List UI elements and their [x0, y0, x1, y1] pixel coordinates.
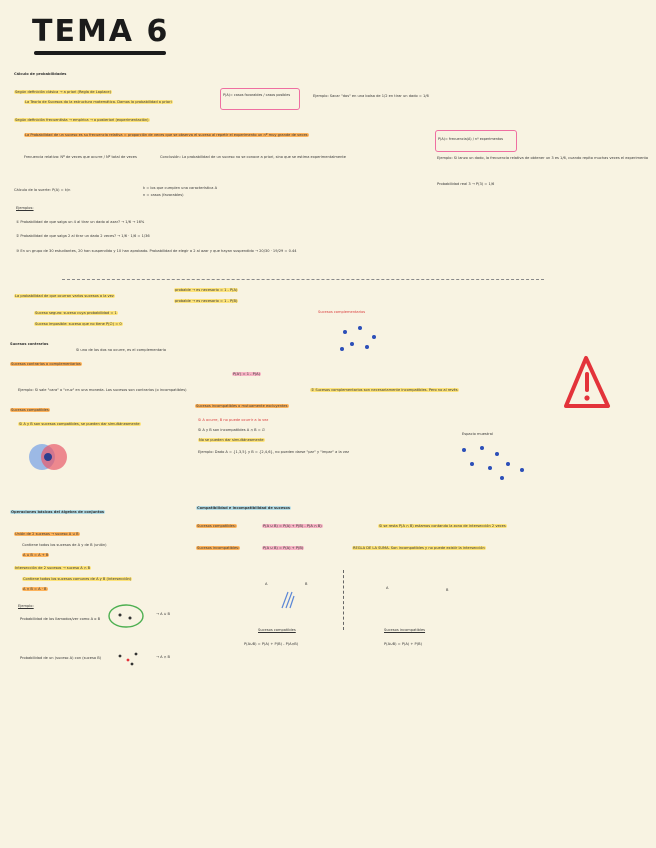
cloud-label: Espacio muestral [462, 432, 493, 436]
compatible-diagram [22, 437, 82, 477]
contrary-def: Sucesos contrarios o complementarios [11, 362, 81, 366]
inter-label: Intersección de 2 sucesos → suceso A ∩ B [15, 566, 91, 570]
contrary-note: Si uno de los dos no ocurre, es el complementario [76, 348, 167, 352]
impossible-label: Suceso imposible: suceso que no tiene P(∅) = 0 [35, 322, 122, 326]
contrary-example: Ejemplo: Si sale "cara" o "cruz" en una moneda. Los sucesos son contrarios (o incompatibles) [18, 388, 187, 392]
operations-heading: Operaciones básicas del álgebra de conjuntos [11, 510, 105, 514]
freq-formula: P(A)= frecuencia(A) / nº experimentos [438, 137, 504, 141]
laplace-formula-box [220, 88, 300, 110]
compat-formula: P(A ∪ B) = P(A) + P(B) - P(A ∩ B) [263, 524, 322, 528]
examples-heading: Ejemplos: [16, 206, 34, 210]
diag2-label-a: A [386, 586, 389, 590]
diag1-formula: P(A∪B) = P(A) + P(B) - P(A∩B) [244, 642, 299, 646]
freq-label: Según definición frecuentista → empírica → a posteriori (experimentación) [15, 118, 149, 122]
freq-note: La Probabilidad de un suceso es su frecuencia relativa = proporción de veces que se observa el suceso al repetir el experimento un nº muy grande de veces [25, 133, 308, 137]
prob-a: probable → es necesario = 1 - P(A) [175, 288, 238, 292]
example-3: ③ En un grupo de 30 estudiantes, 20 han suspendido y 10 han aprobado. Probabilidad de elegir a 2 al azar y que hayan suspendido → 20/30 · 19/29 = 0.44 [16, 249, 297, 253]
freq-example: Ejemplo: Si lanzo un dado, la frecuencia relativa de obtener un 3 es 1/6, cuando repito muchas veces el experimento [437, 156, 649, 160]
section-heading-calculo: Cálculo de probabilidades [14, 72, 67, 76]
laplace-note: La Teoría de Sucesos da la estructura matemática. Damos la probabilidad a priori [25, 100, 172, 104]
union-label: Unión de 2 sucesos → suceso A ∪ B [15, 532, 79, 536]
complement-label: Sucesos complementarios [318, 310, 366, 314]
contrary-formula: P(A') = 1 - P(A) [233, 372, 261, 376]
diag1-caption: Sucesos compatibles [258, 628, 296, 632]
diag2-caption: Sucesos incompatibles [384, 628, 426, 632]
example-2: ② Probabilidad de que salga 2 al tirar un dado 2 veces? → 1/6 · 1/6 = 1/36 [16, 234, 150, 238]
cases-note1: k = los que cumplen una característica A [143, 186, 218, 190]
diag1-label-b: B [305, 582, 308, 586]
laplace-example: Ejemplo: Sacar "dos" en una bolsa de 1/2 en tirar un dado = 1/6 [313, 94, 429, 98]
union-blob-icon [106, 602, 146, 630]
incompatible-1: Si A y B son incompatibles A ∩ B = ∅ [198, 428, 266, 432]
inter-formula: A ∩ B = A · B [23, 587, 47, 591]
compatibility-heading: Compatibilidad e incompatibilidad de sucesos [197, 506, 291, 510]
union-note: Contiene todos los sucesos de A y de B (unión) [22, 543, 107, 547]
incompatible-heading: Sucesos incompatibles o mutuamente excluyentes [196, 404, 288, 408]
ex-inter: Probabilidad de un (suceso A) con (suceso B) [20, 656, 102, 660]
freq-conclusion: Conclusión: La probabilidad de un suceso no se conoce a priori, sino que se estima experimentalmente [160, 155, 347, 159]
compatible-heading: Sucesos compatibles [11, 408, 49, 412]
freq-relative: Frecuencia relativa: Nº de veces que ocurre / Nº total de veces [24, 155, 137, 159]
title-underline [34, 51, 166, 55]
ops-examples-heading: Ejemplo: [18, 604, 34, 608]
section-divider [62, 279, 544, 280]
incompat-label: Sucesos incompatibles: [197, 546, 240, 550]
page-title: TEMA 6 [32, 14, 170, 49]
warning-note: ② Sucesos complementarios son necesariamente incompatibles. Pero no al revés [311, 388, 458, 392]
diag2-formula: P(A∪B) = P(A) + P(B) [384, 642, 422, 646]
inter-note: Contiene todos los sucesos comunes de A y B (intersección) [23, 577, 132, 581]
ex-inter-result: → A ∩ B [156, 655, 170, 659]
compatible-def: Si A y B son sucesos compatibles, se pueden dar simultáneamente [19, 422, 140, 426]
incompat-formula: P(A ∪ B) = P(A) + P(B) [263, 546, 304, 550]
warning-icon [560, 352, 612, 412]
freq-limit: Probabilidad real 3 → P(3) = 1/6 [437, 182, 495, 186]
compat-label: Sucesos compatibles: [197, 524, 236, 528]
incompatible-2: No se pueden dar simultáneamente [199, 438, 264, 442]
intro-line: La probabilidad de que ocurran varios sucesos a la vez [15, 294, 114, 298]
cases-note2: n = casos (favorables) [143, 193, 184, 197]
example-1: ① Probabilidad de que salga un 4 al tirar un dado al azar? → 1/6 → 16% [16, 220, 145, 224]
certain-label: Suceso seguro: suceso cuya probabilidad = 1 [35, 311, 117, 315]
union-formula: A ∪ B = A + B [23, 553, 49, 557]
incompatible-ex: Ejemplo: Dado A = {1,3,5} y B = {2,4,6}, no pueden darse "par" y "impar" a la vez [198, 450, 350, 454]
ex-union-result: → A ∪ B [156, 612, 170, 616]
ex-union: Probabilidad de los llamados/ver como A o B [20, 617, 101, 621]
diag1-label-a: A [265, 582, 268, 586]
incompatible-def: Si A ocurre, B no puede ocurrir a la vez [198, 418, 269, 422]
compat-note: Si se resta P(A ∩ B) estamos contando la zona de intersección 2 veces [379, 524, 506, 528]
contrary-heading: Sucesos contrarios [10, 342, 49, 346]
diagram-divider [343, 570, 344, 630]
incompat-note: REGLA DE LA SUMA. Son incompatibles y no puede existir la intersección [353, 546, 485, 550]
prob-b: probable → es necesario = 1 - P(B) [175, 299, 238, 303]
compatible-intersection-icon [278, 588, 298, 612]
laplace-formula: P(A)= casos favorables / casos posibles [223, 93, 291, 97]
laplace-label: Según definición clásica → a priori (Regla de Laplace) [15, 90, 112, 94]
cases-label: Cálculo de la suerte: P(A) = k/n [14, 188, 71, 192]
intersection-dots-icon [110, 646, 150, 670]
diag2-label-b: B [446, 588, 449, 592]
